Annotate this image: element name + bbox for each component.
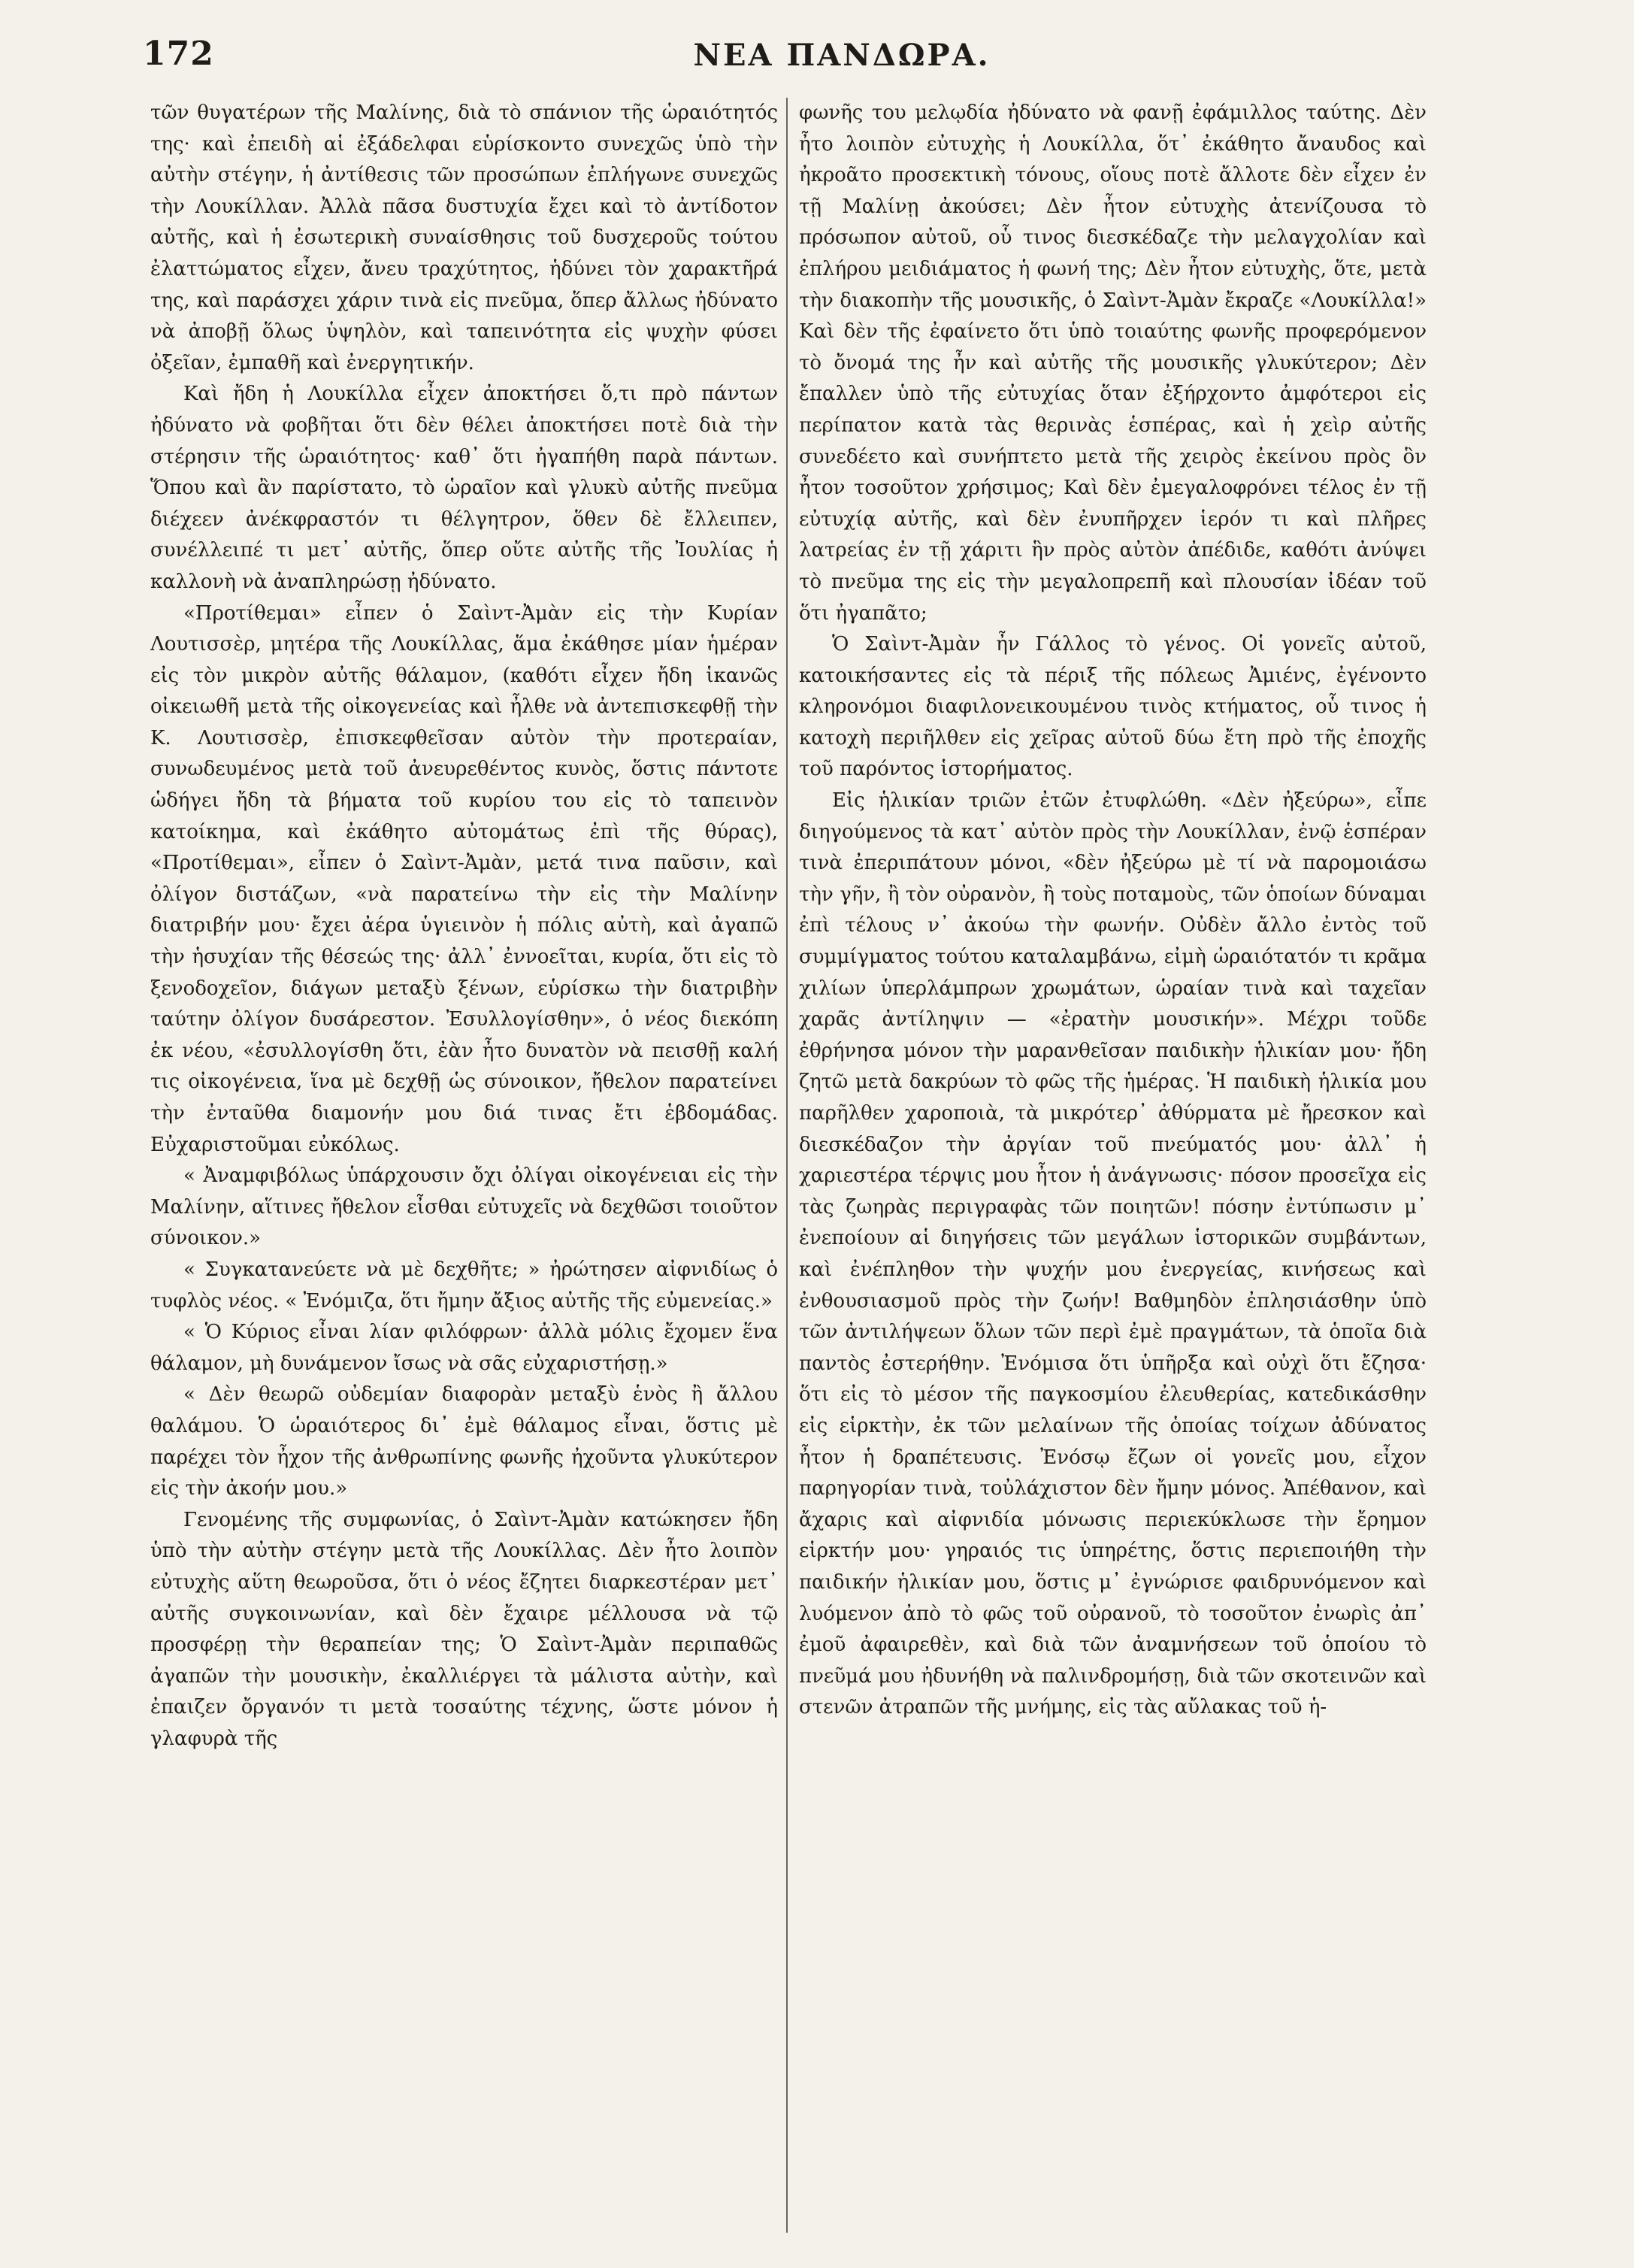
left-column xyxy=(150,98,778,2233)
page-number: 172 xyxy=(143,35,214,73)
paragraph: «Προτίθεμαι» εἶπεν ὁ Σαὶντ-Ἀμὰν εἰς τὴν Κυρίαν Λουτισσὲρ, μητέρα τῆς Λουκίλλας, ἅμα ἐκάθησε μίαν ἡμέραν εἰς τὸν μικρὸν αὐτῆς θάλαμον, (καθότι εἶχεν ἤδη ἱκανῶς οἰκειωθῆ μετὰ τῆς οἰκογενείας καὶ ἦλθε νὰ ἀντεπισκεφθῇ τὴν Κ. Λουτισσὲρ, ἐπισκεφθεῖσαν αὐτὸν τὴν προτεραίαν, συνωδευμένος μετὰ τοῦ ἀνευρεθέντος κυνὸς, ὅστις πάντοτε ὡδήγει ἤδη τὰ βήματα τοῦ κυρίου του εἰς τὸ ταπεινὸν κατοίκημα, καὶ ἐκάθητο αὐτομάτως ἐπὶ τῆς θύρας), «Προτίθεμαι», εἶπεν ὁ Σαὶντ-Ἀμὰν, μετά τινα παῦσιν, καὶ ὀλίγον διστάζων, «νὰ παρατείνω τὴν εἰς τὴν Μαλίνην διατριβήν μου· ἔχει ἀέρα ὑγιεινὸν ἡ πόλις αὐτὴ, καὶ ἀγαπῶ τὴν ἡσυχίαν τῆς θέσεώς της· ἀλλ᾽ ἐννοεῖται, κυρία, ὅτι εἰς τὸ ξενοδοχεῖον, διάγων μεταξὺ ξένων, εὑρίσκω τὴν διατριβὴν ταύτην ὀλίγον δυσάρεστον. Ἐσυλλογίσθην», ὁ νέος διεκόπη ἐκ νέου, «ἐσυλλογίσθη ὅτι, ἐὰν ἦτο δυνατὸν νὰ πεισθῇ καλή τις οἰκογένεια, ἵνα μὲ δεχθῇ ὡς σύνοικον, ἤθελον παρατείνει τὴν ἐνταῦθα διαμονήν μου διά τινας ἔτι ἑβδομάδας. Εὐχαριστοῦμαι εὐκόλως. xyxy=(150,601,778,1156)
running-title: ΝΕΑ ΠΑΝΔΩΡΑ. xyxy=(693,38,991,73)
paragraph: Εἰς ἡλικίαν τριῶν ἐτῶν ἐτυφλώθη. «Δὲν ἠξεύρω», εἶπε διηγούμενος τὰ κατ᾽ αὐτὸν πρὸς τὴν Λουκίλλαν, ἐνῷ ἑσπέραν τινὰ ἐπεριπάτουν μόνοι, «δὲν ἠξεύρω μὲ τί νὰ παρομοιάσω τὴν γῆν, ἢ τὸν οὐρανὸν, ἢ τοὺς ποταμοὺς, τῶν ὁποίων δύναμαι ἐπὶ τέλους ν᾽ ἀκούω τὴν φωνήν. Οὐδὲν ἄλλο ἐντὸς τοῦ συμμίγματος τούτου καταλαμβάνω, εἰμὴ ὡραιότατόν τι κρᾶμα χιλίων ὑπερλάμπρων χρωμάτων, ὡραίαν τινὰ καὶ ταχεῖαν χαρᾶς ἀντίληψιν — «ἐρατὴν μουσικήν». Μέχρι τοῦδε ἐθρήνησα μόνον τὴν μαρανθεῖσαν παιδικὴν ἡλικίαν μου· ἤδη ζητῶ μετὰ δακρύων τὸ φῶς τῆς ἡμέρας. Ἡ παιδικὴ ἡλικία μου παρῆλθεν χαροποιὰ, τὰ μικρότερ᾽ ἀθύρματα μὲ ἤρεσκον καὶ διεσκέδαζον τὴν ἀργίαν τοῦ πνεύματός μου· ἀλλ᾽ ἡ χαριεστέρα τέρψις μου ἦτον ἡ ἀνάγνωσις· πόσον προσεῖχα εἰς τὰς ζωηρὰς περιγραφὰς τῶν ποιητῶν! πόσην ἐντύπωσιν μ᾽ ἐνεποίουν αἱ διηγήσεις τῶν μεγάλων ἱστορικῶν συμβάντων, καὶ ἐνέπληθον τὴν ψυχήν μου ἐνεργείας, κινήσεως καὶ ἐνθουσιασμοῦ πρὸς τὴν ζωήν! Βαθμηδὸν ἐπλησιάσθην ὑπὸ τῶν ἀντιλήψεων ὅλων τῶν περὶ ἐμὲ πραγμάτων, τὰ ὁποῖα διὰ παντὸς ἐστερήθην. Ἐνόμισα ὅτι ὑπῆρξα καὶ οὐχὶ ὅτι ἔζησα· ὅτι εἰς τὸ μέσον τῆς παγκοσμίου ἐλευθερίας, κατεδικάσθην εἰς εἱρκτὴν, ἐκ τῶν μελαίνων τῆς ὁποίας τοίχων ἀδύνατος ἦτον ἡ δραπέτευσις. Ἐνόσῳ ἔζων οἱ γονεῖς μου, εἶχον παρηγορίαν τινὰ, τοὐλάχιστον δὲν ἤμην μόνος. Ἀπέθανον, καὶ ἄχαρις καὶ αἰφνιδία μόνωσις περιεκύκλωσε τὴν ἔρημον εἱρκτήν μου· γηραιός τις ὑπηρέτης, ὅστις περιεποιήθη τὴν παιδικήν ἡλικίαν μου, ὅστις μ᾽ ἐγνώρισε φαιδρυνόμενον καὶ λυόμενον ἀπὸ τὸ φῶς τοῦ οὐρανοῦ, τὸ τοσοῦτον ἐνωρὶς ἀπ᾽ ἐμοῦ ἀφαιρεθὲν, καὶ διὰ τῶν ἀναμνήσεων τοῦ ὁποίου τὸ πνεῦμά μου ἠδυνήθη νὰ παλινδρομήσῃ, διὰ τῶν σκοτεινῶν καὶ στενῶν ἀτραπῶν τῆς μνήμης, εἰς τὰς αὔλακας τοῦ ἡ- xyxy=(799,789,1427,1719)
paragraph: τῶν θυγατέρων τῆς Μαλίνης, διὰ τὸ σπάνιον τῆς ὡραιότητός της· καὶ ἐπειδὴ αἱ ἐξάδελφαι εὑρίσκοντο συνεχῶς ὑπὸ τὴν αὐτὴν στέγην, ἡ ἀντίθεσις τῶν προσώπων ἐπλήγωνε συνεχῶς τὴν Λουκίλλαν. Ἀλλὰ πᾶσα δυστυχία ἔχει καὶ τὸ ἀντίδοτον αὐτῆς, καὶ ἡ ἐσωτερικὴ συναίσθησις τοῦ δυσχεροῦς τούτου ἐλαττώματος εἶχεν, ἄνευ τραχύτητος, ἡδύνει τὸν χαρακτῆρά της, καὶ παράσχει χάριν τινὰ εἰς πνεῦμα, ὅπερ ἄλλως ἠδύνατο νὰ ἀποβῇ ὅλως ὑψηλὸν, καὶ ταπεινότητα εἰς ψυχὴν φύσει ὀξεῖαν, ἐμπαθῆ καὶ ἐνεργητικήν. xyxy=(150,101,778,374)
paragraph: « Ὁ Κύριος εἶναι λίαν φιλόφρων· ἀλλὰ μόλις ἔχομεν ἕνα θάλαμον, μὴ δυνάμενον ἴσως νὰ σᾶς εὐχαριστήσῃ.» xyxy=(150,1321,778,1375)
page-header xyxy=(135,30,1548,83)
paragraph: « Ἀναμφιβόλως ὑπάρχουσιν ὄχι ὀλίγαι οἰκογένειαι εἰς τὴν Μαλίνην, αἵτινες ἤθελον εἶσθαι εὐτυχεῖς νὰ δεχθῶσι τοιοῦτον σύνοικον.» xyxy=(150,1164,778,1250)
column-divider xyxy=(786,98,788,2233)
paragraph: Καὶ ἤδη ἡ Λουκίλλα εἶχεν ἀποκτήσει ὅ,τι πρὸ πάντων ἠδύνατο νὰ φοβῆται ὅτι δὲν θέλει ἀποκτήσει ποτὲ διὰ τὴν στέρησιν τῆς ὡραιότητος· καθ᾽ ὅτι ἠγαπήθη παρὰ πάντων. Ὅπου καὶ ἂν παρίστατο, τὸ ὡραῖον καὶ γλυκὺ αὐτῆς πνεῦμα διέχεεν ἀνέκφραστόν τι θέλγητρον, ὅθεν δὲ ἔλλειπεν, συνέλλειπέ τι μετ᾽ αὐτῆς, ὅπερ οὔτε αὐτῆς τῆς Ἰουλίας ἡ καλλονὴ νὰ ἀναπληρώσῃ ἠδύνατο. xyxy=(150,383,778,593)
paragraph: φωνῆς του μελῳδία ἠδύνατο νὰ φανῇ ἐφάμιλλος ταύτης. Δὲν ἦτο λοιπὸν εὐτυχὴς ἡ Λουκίλλα, ὅτ᾽ ἐκάθητο ἄναυδος καὶ ἠκροᾶτο προσεκτικὴ τόνους, οἵους ποτὲ ἄλλοτε δὲν εἶχεν ἐν τῇ Μαλίνῃ ἀκούσει; Δὲν ἦτον εὐτυχὴς ἀτενίζουσα τὸ πρόσωπον αὐτοῦ, οὗ τινος διεσκέδαζε τὴν μελαγχολίαν καὶ ἐπλήρου μειδιάματος ἡ φωνή της; Δὲν ἦτον εὐτυχὴς, ὅτε, μετὰ τὴν διακοπὴν τῆς μουσικῆς, ὁ Σαὶντ-Ἀμὰν ἔκραζε «Λουκίλλα!» Καὶ δὲν τῆς ἐφαίνετο ὅτι ὑπὸ τοιαύτης φωνῆς προφερόμενον τὸ ὄνομά της ἦν καὶ αὐτῆς τῆς μουσικῆς γλυκύτερον; Δὲν ἔπαλλεν ὑπὸ τῆς εὐτυχίας ὅταν ἐξήρχοντο ἀμφότεροι εἰς περίπατον κατὰ τὰς θερινὰς ἑσπέρας, καὶ ἡ χεὶρ αὐτῆς συνεδέετο καὶ συνήπτετο μετὰ τῆς χειρὸς ἐκείνου πρὸς ὃν ἦτον τοσοῦτον χρήσιμος; Καὶ δὲν ἐμεγαλοφρόνει τέλος ἐν τῇ εὐτυχίᾳ αὐτῆς, καὶ δὲν ἐνυπῆρχεν ἱερόν τι καὶ πλῆρες λατρείας ἐν τῇ χάριτι ἣν πρὸς αὐτὸν ἀπέδιδε, καθότι ἀνύψει τὸ πνεῦμα της εἰς τὴν μεγαλοπρεπῆ καὶ πλουσίαν ἰδέαν τοῦ ὅτι ἠγαπᾶτο; xyxy=(799,101,1427,625)
right-column xyxy=(799,98,1427,2233)
paragraph: « Δὲν θεωρῶ οὐδεμίαν διαφορὰν μεταξὺ ἑνὸς ἢ ἄλλου θαλάμου. Ὁ ὡραιότερος δι᾽ ἐμὲ θάλαμος εἶναι, ὅστις μὲ παρέχει τὸν ἦχον τῆς ἀνθρωπίνης φωνῆς ἠχοῦντα γλυκύτερον εἰς τὴν ἀκοήν μου.» xyxy=(150,1383,778,1500)
paragraph: Ὁ Σαὶντ-Ἀμὰν ἦν Γάλλος τὸ γένος. Οἱ γονεῖς αὐτοῦ, κατοικήσαντες εἰς τὰ πέριξ τῆς πόλεως Ἀμιένς, ἐγένοντο κληρονόμοι διαφιλονεικουμένου τινὸς κτήματος, οὗ τινος ἡ κατοχὴ περιῆλθεν εἰς χεῖρας αὐτοῦ δύω ἔτη πρὸ τῆς ἐποχῆς τοῦ παρόντος ἱστορήματος. xyxy=(799,633,1427,781)
paragraph: Γενομένης τῆς συμφωνίας, ὁ Σαὶντ-Ἀμὰν κατώκησεν ἤδη ὑπὸ τὴν αὐτὴν στέγην μετὰ τῆς Λουκίλλας. Δὲν ἦτο λοιπὸν εὐτυχὴς αὕτη θεωροῦσα, ὅτι ὁ νέος ἔζητει διαρκεστέραν μετ᾽ αὐτῆς συγκοινωνίαν, καὶ δὲν ἔχαιρε μέλλουσα νὰ τῷ προσφέρῃ τὴν θεραπείαν της; Ὁ Σαὶντ-Ἀμὰν περιπαθῶς ἀγαπῶν τὴν μουσικὴν, ἐκαλλιέργει τὰ μάλιστα αὐτὴν, καὶ ἐπαιζεν ὄργανόν τι μετὰ τοσαύτης τέχνης, ὥστε μόνον ἡ γλαφυρὰ τῆς xyxy=(150,1508,778,1750)
paragraph: « Συγκατανεύετε νὰ μὲ δεχθῆτε; » ἠρώτησεν αἰφνιδίως ὁ τυφλὸς νέος. « Ἐνόμιζα, ὅτι ἤμην ἄξιος αὐτῆς τῆς εὐμενείας.» xyxy=(150,1258,778,1313)
